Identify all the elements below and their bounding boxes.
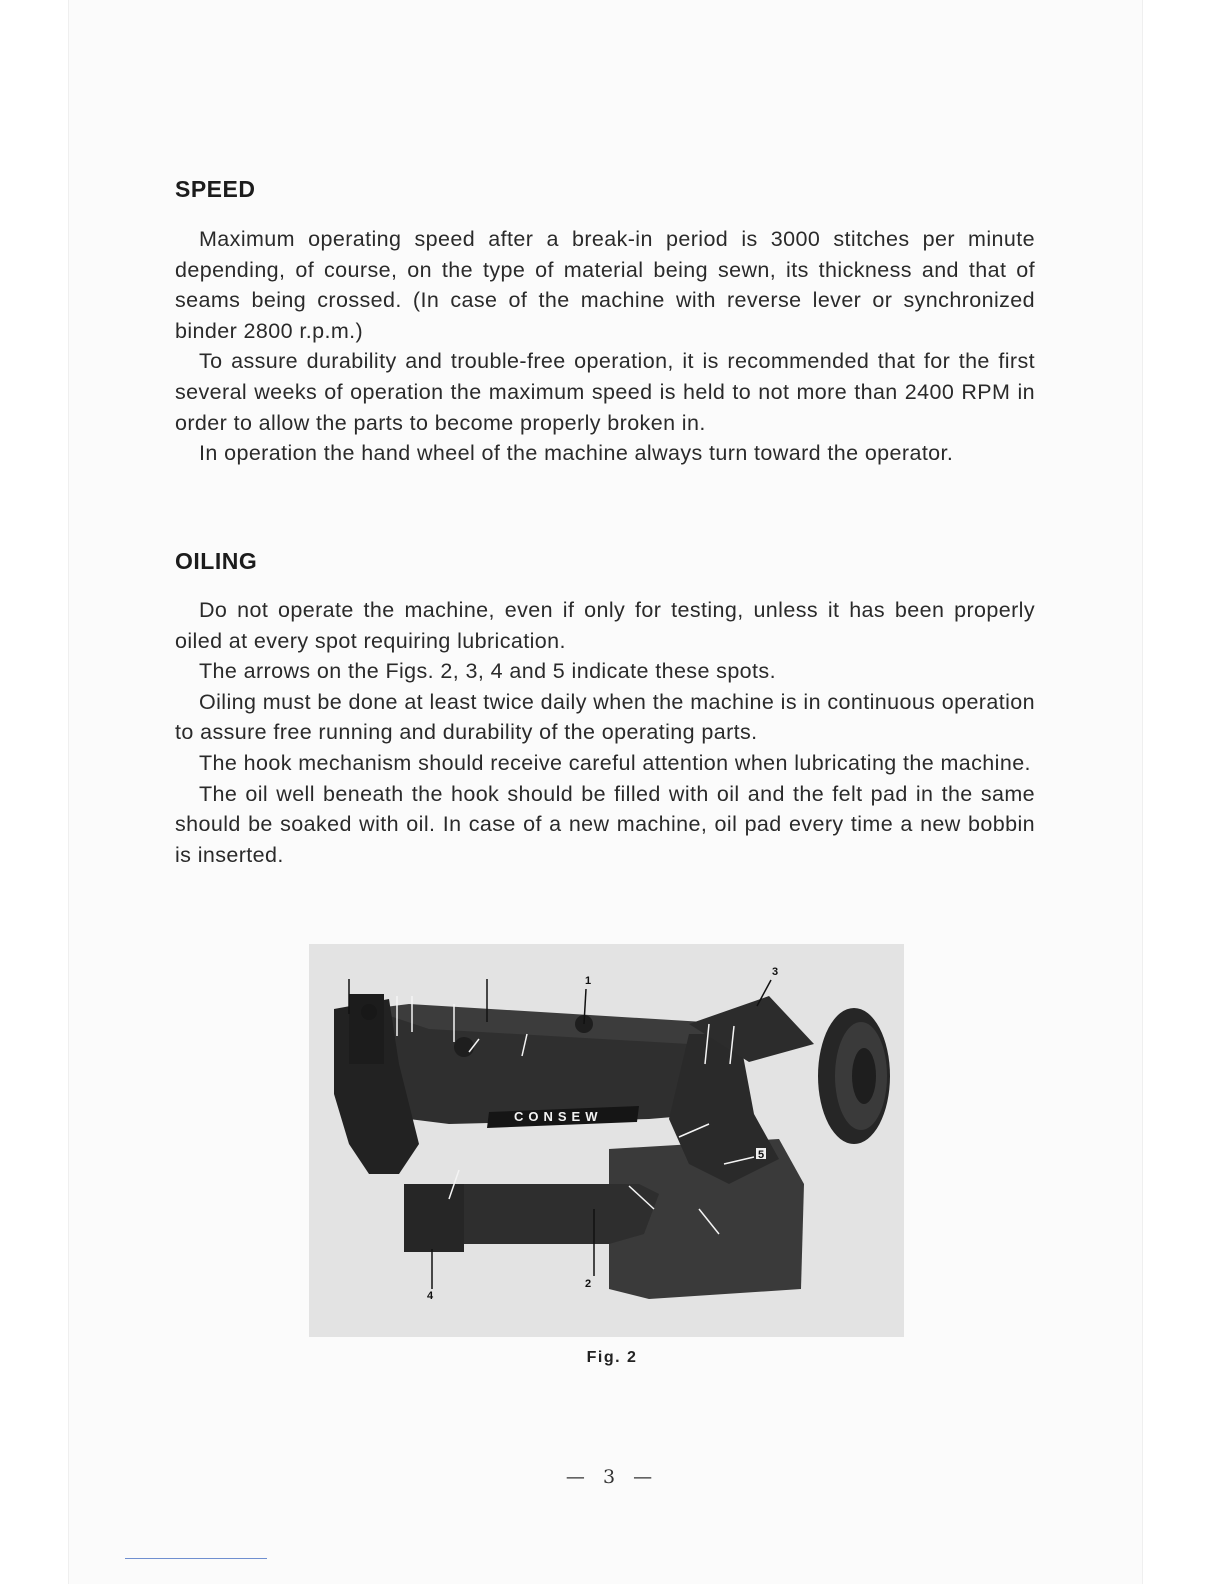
brand-text: CONSEW	[514, 1109, 603, 1124]
oiling-section	[175, 595, 1035, 870]
sewing-machine-illustration	[309, 944, 904, 1337]
oiling-paragraph-5: The oil well beneath the hook should be filled with oil and the felt pad in the same should be soaked with oil. In case of a new machine, oil pad every time a new bobbin is inserted.	[175, 781, 1035, 867]
speed-paragraph-3: In operation the hand wheel of the machine always turn toward the operator.	[199, 441, 954, 466]
speed-paragraph-2: To assure durability and trouble-free operation, it is recommended that for the first several weeks of operation the maximum speed is held to not more than 2400 RPM in order to allow the parts to become properly broken in.	[175, 349, 1035, 435]
footnote-rule	[125, 1558, 267, 1559]
oiling-paragraph-3: Oiling must be done at least twice daily when the machine is in continuous operation to assure free running and durability of the operating parts.	[175, 689, 1035, 745]
speed-paragraph-1: Maximum operating speed after a break-in period is 3000 stitches per minute depending, of course, on the type of material being sewn, its thickness and that of seams being crossed. (In case of the machine with reverse lever or synchronized binder 2800 r.p.m.)	[175, 227, 1035, 343]
label-1: 1	[585, 975, 592, 987]
needle-plate-area	[404, 1184, 464, 1252]
label-3: 3	[772, 966, 779, 978]
speed-section	[175, 224, 1035, 469]
figure-caption: Fig. 2	[586, 1349, 638, 1366]
oiling-paragraph-4: The hook mechanism should receive careful attention when lubricating the machine.	[199, 750, 1031, 775]
oiling-paragraph-2: The arrows on the Figs. 2, 3, 4 and 5 indicate these spots.	[199, 659, 776, 684]
page-number: — 3 —	[565, 1466, 659, 1488]
oiling-paragraph-1: Do not operate the machine, even if only for testing, unless it has been properly oiled at every spot requiring lubrication.	[175, 598, 1035, 653]
label-2: 2	[585, 1278, 592, 1290]
oiling-heading: OILING	[175, 548, 258, 574]
sewing-machine-photo	[309, 944, 904, 1337]
label-5: 5	[758, 1149, 765, 1161]
label-4: 4	[427, 1290, 434, 1302]
speed-heading: SPEED	[175, 176, 256, 202]
